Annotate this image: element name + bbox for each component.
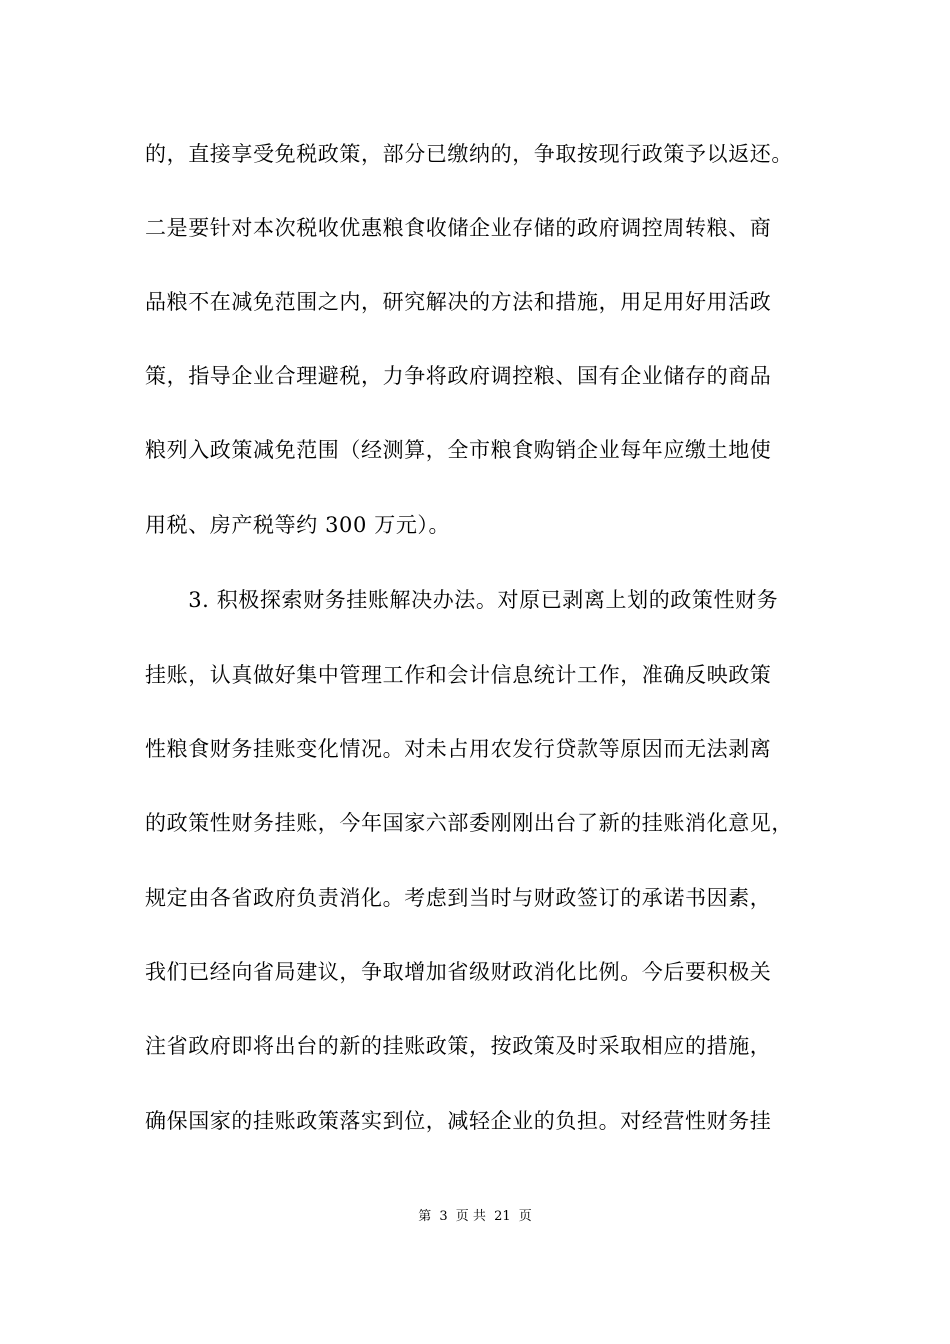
paragraph-line: 我们已经向省局建议，争取增加省级财政消化比例。今后要积极关 [145, 960, 772, 984]
paragraph-line: 3. 积极探索财务挂账解决办法。对原已剥离上划的政策性财务 [145, 588, 779, 612]
paragraph-line: 的政策性财务挂账，今年国家六部委刚刚出台了新的挂账消化意见， [145, 811, 793, 835]
footer-middle: 页 共 [455, 1209, 486, 1224]
paragraph-line: 注省政府即将出台的新的挂账政策，按政策及时采取相应的措施， [145, 1034, 772, 1058]
paragraph-line: 二是要针对本次税收优惠粮食收储企业存储的政府调控周转粮、商 [145, 216, 772, 240]
footer-suffix: 页 [518, 1209, 532, 1224]
paragraph-line: 的，直接享受免税政策，部分已缴纳的，争取按现行政策予以返还。 [145, 142, 793, 166]
paragraph-line: 粮列入政策减免范围（经测算，全市粮食购销企业每年应缴土地使 [145, 438, 772, 462]
total-page-count: 21 [494, 1209, 511, 1224]
page-number-footer [0, 1207, 950, 1227]
paragraph-line: 用税、房产税等约 300 万元）。 [145, 513, 451, 537]
paragraph-line: 挂账，认真做好集中管理工作和会计信息统计工作，准确反映政策 [145, 663, 772, 687]
current-page-number: 3 [439, 1209, 448, 1224]
footer-prefix: 第 [418, 1209, 432, 1224]
paragraph-line: 策，指导企业合理避税，力争将政府调控粮、国有企业储存的商品 [145, 364, 772, 388]
paragraph-line: 规定由各省政府负责消化。考虑到当时与财政签订的承诺书因素， [145, 886, 772, 910]
paragraph-line: 性粮食财务挂账变化情况。对未占用农发行贷款等原因而无法剥离 [145, 737, 772, 761]
paragraph-line: 品粮不在减免范围之内，研究解决的方法和措施，用足用好用活政 [145, 290, 772, 314]
paragraph-line: 确保国家的挂账政策落实到位，减轻企业的负担。对经营性财务挂 [145, 1109, 772, 1133]
